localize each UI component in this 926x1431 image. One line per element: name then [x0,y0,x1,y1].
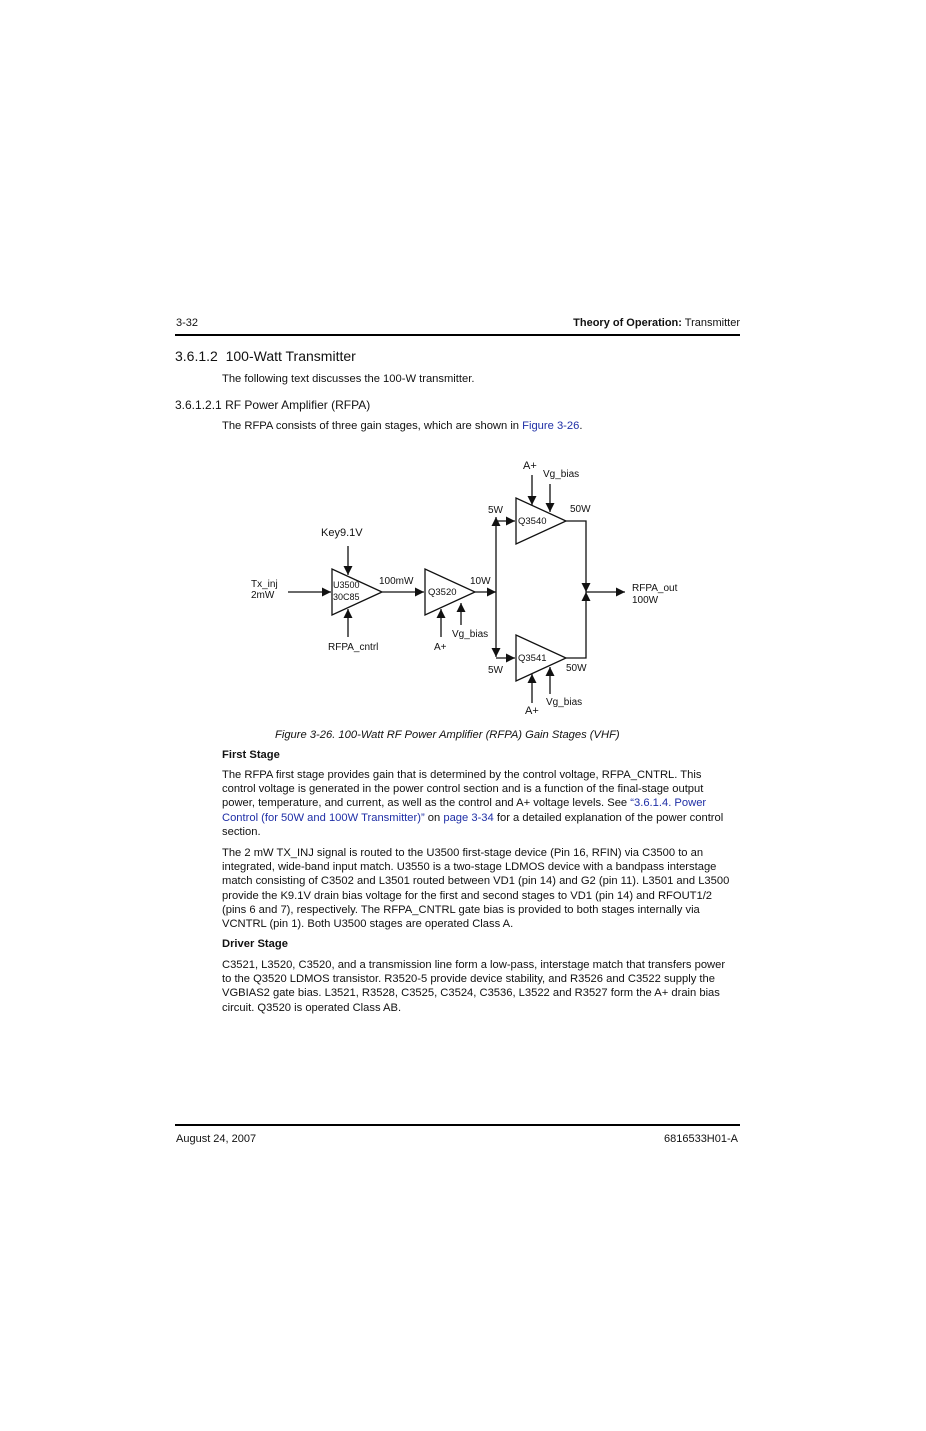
p1-mid: on [424,811,444,824]
out-bottom-power: 50W [566,663,587,674]
footer-doc-number: 6816533H01-A [663,1133,738,1145]
running-header [573,317,740,329]
output-power: 100W [632,595,659,606]
a-plus-bottom-label: A+ [525,705,539,717]
split-bottom-label: 5W [488,665,503,676]
p1-text: The RFPA first stage provides gain that is determined by the control voltage, RFPA_CNTRL. This control voltage is generated in the power control section and is a function of the final-stage output power, temperature, and current, as well as the control and A+ voltage levels. See [222,769,704,810]
q3540-label: Q3540 [518,516,547,527]
rfpa-block-diagram [240,450,710,725]
split-top-label: 5W [488,505,503,516]
section-intro: The following text discusses the 100-W transmitter. [222,373,475,385]
page-number: 3-32 [176,317,199,329]
footer-date: August 24, 2007 [176,1133,257,1145]
first-stage-paragraph-1 [222,768,734,839]
rfpa-cntrl-label: RFPA_cntrl [328,642,379,653]
vg-bias-mid-label: Vg_bias [452,629,489,640]
figure-link[interactable]: Figure 3-26 [522,420,580,432]
u3500-label-1: U3500 [333,580,360,590]
page-link[interactable]: page 3-34 [443,811,494,824]
out2-power: 10W [470,576,491,587]
vg-bias-top-label: Vg_bias [543,469,580,480]
a-plus-top-label: A+ [523,460,537,472]
subsection-heading [175,398,370,412]
figure-caption: Figure 3-26. 100-Watt RF Power Amplifier (RFPA) Gain Stages (VHF) [275,729,620,741]
section-title: 100-Watt Transmitter [225,348,356,364]
a-plus-mid-label: A+ [434,642,447,653]
power-control-link[interactable]: “3.6.1.4. Power Control (for 50W and 100W Transmitter)” [222,797,707,824]
u3500-label-2: 30C85 [333,592,360,602]
driver-stage-heading: Driver Stage [222,938,288,950]
vg-bias-bottom-label: Vg_bias [546,697,583,708]
driver-stage-paragraph: C3521, L3520, C3520, and a transmission line form a low-pass, interstage match that transfers power to the Q3520 LDMOS transistor. R3520-5 provide device stability, and R3526 and C3522 supply the VGBIAS2 gate bias. L3521, R3528, C3525, C3524, C3536, L3522 and R3527 form the A+ drain bias circuit. Q3520 is operated Class AB. [222,959,726,1014]
subsection-intro [222,419,582,433]
running-header-bold: Theory of Operation: [573,317,682,329]
footer-rule [175,1124,740,1126]
key-label: Key9.1V [321,527,363,539]
first-stage-heading: First Stage [222,749,280,761]
section-number: 3.6.1.2 [175,348,218,364]
combiner-bottom-line [566,592,586,658]
combiner-top-line [566,521,586,592]
out-top-power: 50W [570,504,591,515]
intro-end: . [579,420,583,432]
subsection-number: 3.6.1.2.1 [175,398,222,412]
output-label: RFPA_out [632,583,678,594]
running-header-rest: Transmitter [681,317,740,329]
intro-text: The RFPA consists of three gain stages, which are shown in [222,420,523,432]
q3541-label: Q3541 [518,653,547,664]
header-rule [175,334,740,336]
input-power: 2mW [251,590,275,601]
q3520-label: Q3520 [428,587,457,598]
subsection-title: RF Power Amplifier (RFPA) [225,398,371,412]
p1-end: for a detailed explanation of the power control section. [222,811,724,838]
out1-power: 100mW [379,576,414,587]
section-heading [175,348,356,364]
input-label: Tx_inj [251,579,278,590]
first-stage-paragraph-2: The 2 mW TX_INJ signal is routed to the U3500 first-stage device (Pin 16, RFIN) via C3500 to an integrated, wide-band input match. U3550 is a two-stage LDMOS device with a bandpass interstage match consisting of C3502 and L3501 routed between VD1 (pin 14) and G2 (pin 11). L3501 and L3500 provide the K9.1V drain bias voltage for the first and second stages to VD1 (pin 14) and RFOUT1/2 (pins 6 and 7), respectively. The RFPA_CNTRL gate bias is provided to both stages internally via VCNTRL (pin 1). Both U3500 stages are operated Class A. [222,847,730,931]
